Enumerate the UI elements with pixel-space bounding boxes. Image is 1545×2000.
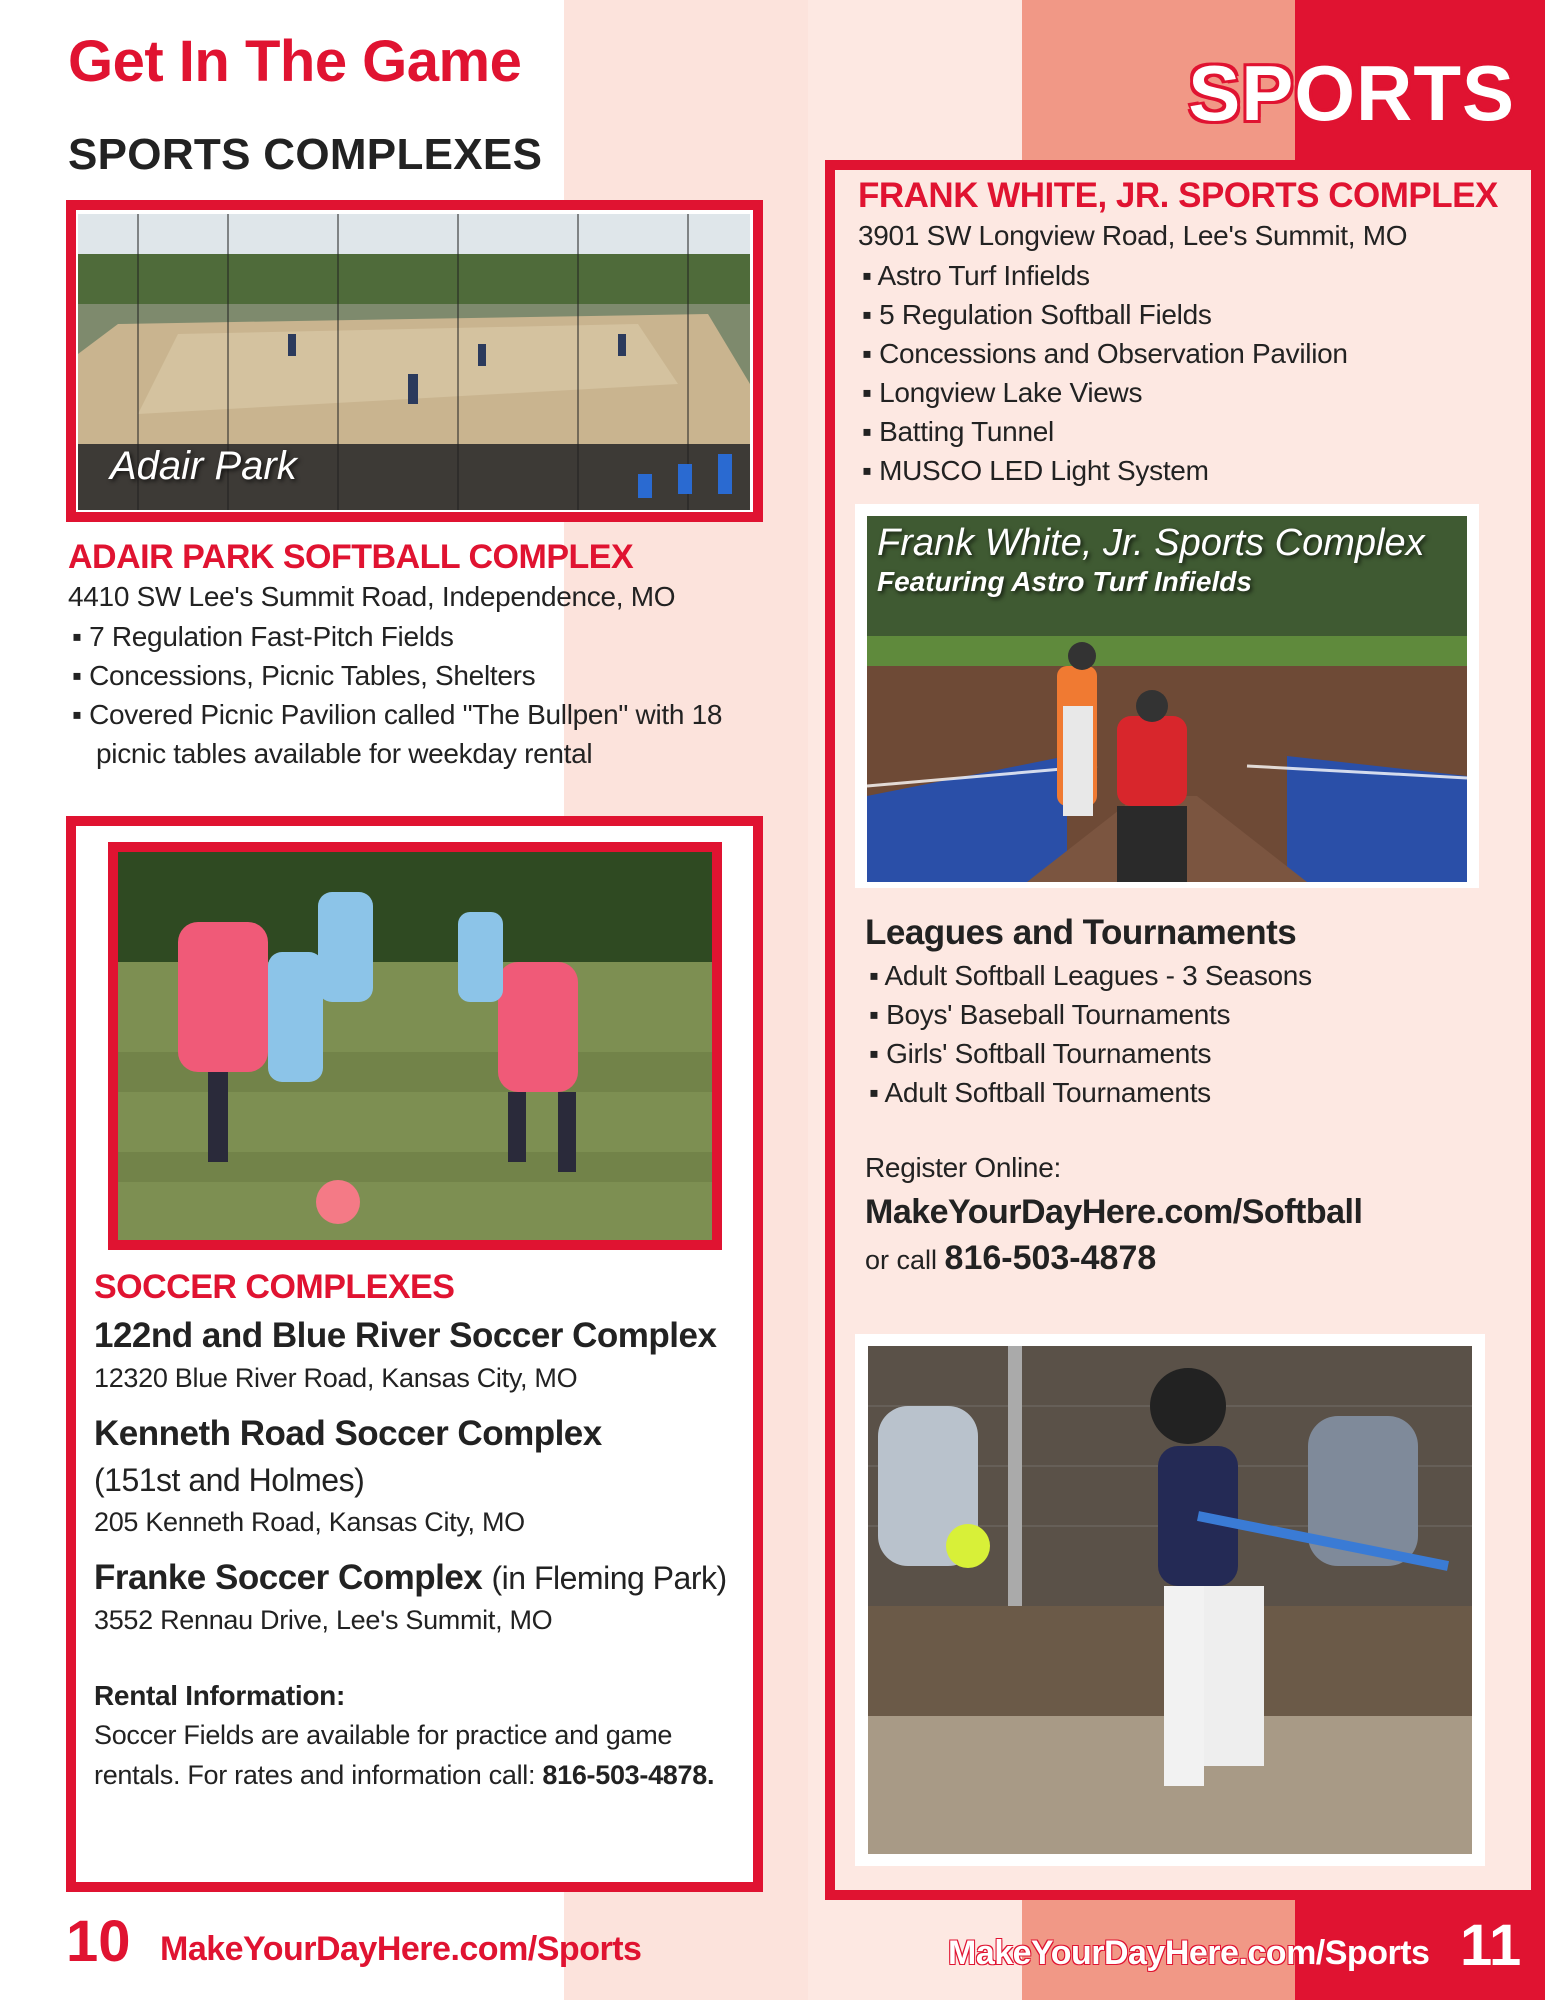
frank-photo-caption: Frank White, Jr. Sports Complex — [877, 522, 1425, 564]
section-title: SPORTS COMPLEXES — [68, 130, 543, 179]
soccer-complex-name: Kenneth Road Soccer Complex — [94, 1414, 602, 1453]
rental-heading: Rental Information: — [94, 1680, 345, 1711]
rental-description: Soccer Fields are available for practice and game rentals. For rates and information call: — [94, 1720, 673, 1790]
adair-bullet: ▪ 7 Regulation Fast-Pitch Fields — [72, 621, 454, 652]
leagues-bullet: ▪ Adult Softball Tournaments — [869, 1077, 1211, 1108]
adair-address: 4410 SW Lee's Summit Road, Independence, MO — [68, 581, 676, 612]
page-number-left: 10 — [66, 1909, 131, 1974]
frank-bullet: ▪ Concessions and Observation Pavilion — [862, 338, 1348, 369]
page-title: Get In The Game — [68, 29, 522, 94]
sports-title: SPORTS — [1188, 49, 1515, 137]
page-number-right: 11 — [1460, 1913, 1522, 1978]
register-label: Register Online: — [865, 1152, 1061, 1183]
soccer-complex-address: 12320 Blue River Road, Kansas City, MO — [94, 1363, 578, 1393]
frank-white-photo — [867, 516, 1467, 882]
leagues-bullet: ▪ Adult Softball Leagues - 3 Seasons — [869, 960, 1312, 991]
adair-heading: ADAIR PARK SOFTBALL COMPLEX — [68, 538, 634, 576]
adair-section — [68, 538, 768, 773]
frank-bullet: ▪ Batting Tunnel — [862, 416, 1054, 447]
register-url[interactable]: MakeYourDayHere.com/Softball — [865, 1193, 1363, 1231]
soccer-complex-item — [94, 1411, 744, 1541]
adair-photo-caption: Adair Park — [110, 444, 297, 488]
soccer-complex-item — [94, 1555, 744, 1639]
frank-bullet: ▪ MUSCO LED Light System — [862, 455, 1209, 486]
call-line — [865, 1236, 1525, 1287]
rental-text — [94, 1715, 744, 1795]
soccer-complex-item — [94, 1313, 744, 1397]
rental-phone: 816-503-4878. — [542, 1760, 715, 1790]
soccer-section — [94, 1268, 744, 1795]
soccer-complex-name: 122nd and Blue River Soccer Complex — [94, 1316, 717, 1355]
soccer-complex-address: 3552 Rennau Drive, Lee's Summit, MO — [94, 1605, 553, 1635]
frank-bullet: ▪ Longview Lake Views — [862, 377, 1143, 408]
adair-park-photo — [78, 214, 750, 510]
soccer-heading: SOCCER COMPLEXES — [94, 1268, 455, 1306]
softball-batter-photo — [868, 1346, 1472, 1854]
call-prefix: or call — [865, 1245, 945, 1275]
frank-bullet: ▪ 5 Regulation Softball Fields — [862, 299, 1212, 330]
footer-url-right[interactable]: MakeYourDayHere.com/Sports — [948, 1934, 1430, 1972]
call-phone: 816-503-4878 — [944, 1239, 1157, 1277]
frank-section — [858, 176, 1528, 490]
frank-bullet: ▪ Astro Turf Infields — [862, 260, 1090, 291]
soccer-complex-note: (in Fleming Park) — [491, 1560, 727, 1596]
leagues-bullet: ▪ Girls' Softball Tournaments — [869, 1038, 1212, 1069]
leagues-section — [865, 910, 1525, 1287]
soccer-photo-frame — [108, 842, 722, 1250]
soccer-complex-address: 205 Kenneth Road, Kansas City, MO — [94, 1507, 525, 1537]
frank-heading: FRANK WHITE, JR. SPORTS COMPLEX — [858, 176, 1498, 215]
adair-bullet: ▪ Covered Picnic Pavilion called "The Bullpen" with 18 picnic tables available for weekday rental — [72, 699, 723, 769]
adair-bullet: ▪ Concessions, Picnic Tables, Shelters — [72, 660, 536, 691]
frank-address: 3901 SW Longview Road, Lee's Summit, MO — [858, 220, 1408, 251]
footer-url-left[interactable]: MakeYourDayHere.com/Sports — [160, 1930, 642, 1968]
leagues-bullet: ▪ Boys' Baseball Tournaments — [869, 999, 1231, 1030]
soccer-complex-note: (151st and Holmes) — [94, 1462, 365, 1498]
leagues-heading: Leagues and Tournaments — [865, 913, 1297, 952]
soccer-complex-name: Franke Soccer Complex — [94, 1558, 483, 1597]
frank-photo-subcaption: Featuring Astro Turf Infields — [877, 566, 1252, 597]
